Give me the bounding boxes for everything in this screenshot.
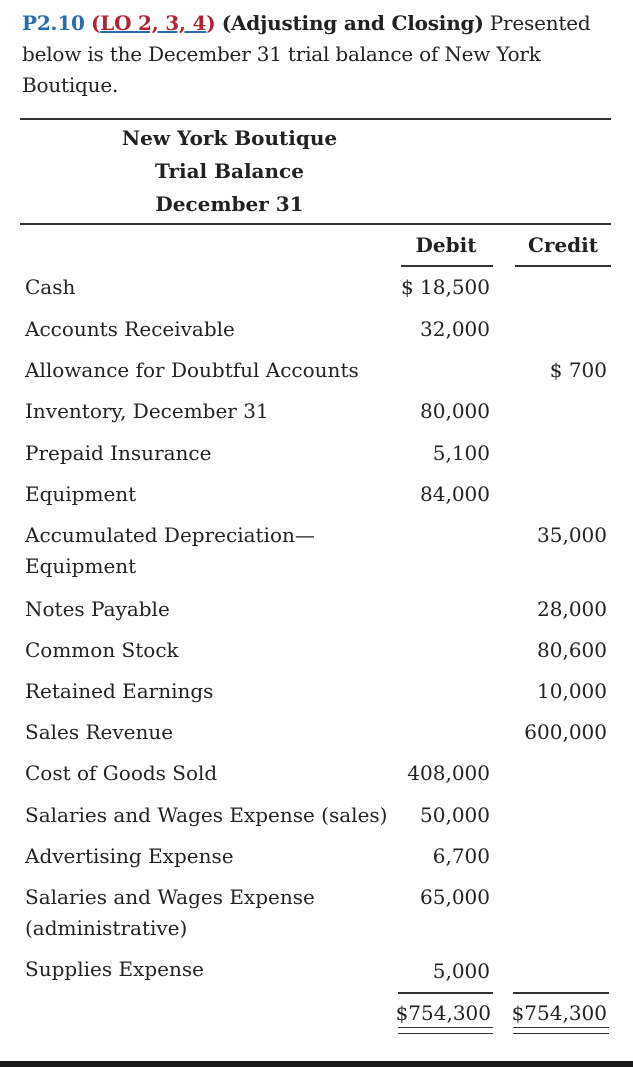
account-name: Advertising Expense [25,844,234,868]
account-name: Cash [25,275,76,299]
problem-intro: Presented below is the December 31 trial balance of New York Boutique. [22,11,591,97]
account-name: Common Stock [25,638,179,662]
learning-objectives[interactable]: (LO 2, 3, 4) [90,11,216,35]
bottom-border [0,1061,633,1067]
debit-column-header: Debit [415,233,477,257]
statement-date: December 31 [155,192,304,216]
account-name: Notes Payable [25,597,170,621]
debit-amount: $ 18,500 [400,275,490,299]
account-name: Salaries and Wages Expense (administrative) [25,885,315,940]
account-name: Equipment [25,482,137,506]
debit-amount: 6,700 [432,844,490,868]
heading-divider [20,223,611,225]
credit-amount: 80,600 [537,638,607,662]
credit-amount: 600,000 [524,720,607,744]
credit-amount: 35,000 [537,523,607,547]
debit-amount: 50,000 [420,803,490,827]
statement-heading [20,122,611,221]
company-name: New York Boutique [121,126,338,150]
debit-total-rule [398,992,493,994]
account-name: Retained Earnings [25,679,214,703]
debit-total-double-underline [398,1027,493,1034]
debit-amount: 65,000 [420,885,490,909]
account-name: Supplies Expense [25,957,204,981]
problem-statement [22,8,617,101]
credit-amount: 28,000 [537,597,607,621]
credit-total: $754,300 [511,1001,607,1025]
debit-amount: 80,000 [420,399,490,423]
debit-amount: 408,000 [407,761,490,785]
top-divider [20,118,611,120]
credit-total-double-underline [513,1027,609,1034]
credit-total-rule [513,992,609,994]
account-name: Sales Revenue [25,720,174,744]
debit-amount: 5,100 [432,441,490,465]
debit-amount: 32,000 [420,317,490,341]
debit-amount: 5,000 [432,959,490,983]
debit-header-rule [401,265,493,267]
debit-amount: 84,000 [420,482,490,506]
account-name: Salaries and Wages Expense (sales) [25,803,388,827]
statement-title: Trial Balance [155,159,304,183]
credit-amount: 10,000 [537,679,607,703]
learning-objectives-link[interactable]: LO 2, 3, 4 [100,11,207,35]
debit-total: $754,300 [395,1001,491,1025]
account-name: Accounts Receivable [25,317,235,341]
credit-header-rule [515,265,611,267]
account-name: Inventory, December 31 [25,399,269,423]
problem-number: P2.10 [22,11,85,35]
account-name: Prepaid Insurance [25,441,212,465]
account-name: Accumulated Depreciation— Equipment [25,523,315,578]
problem-topic: (Adjusting and Closing) [221,11,484,35]
credit-amount: $ 700 [549,358,607,382]
account-name: Cost of Goods Sold [25,761,218,785]
credit-column-header: Credit [528,233,598,257]
account-name: Allowance for Doubtful Accounts [25,358,359,382]
